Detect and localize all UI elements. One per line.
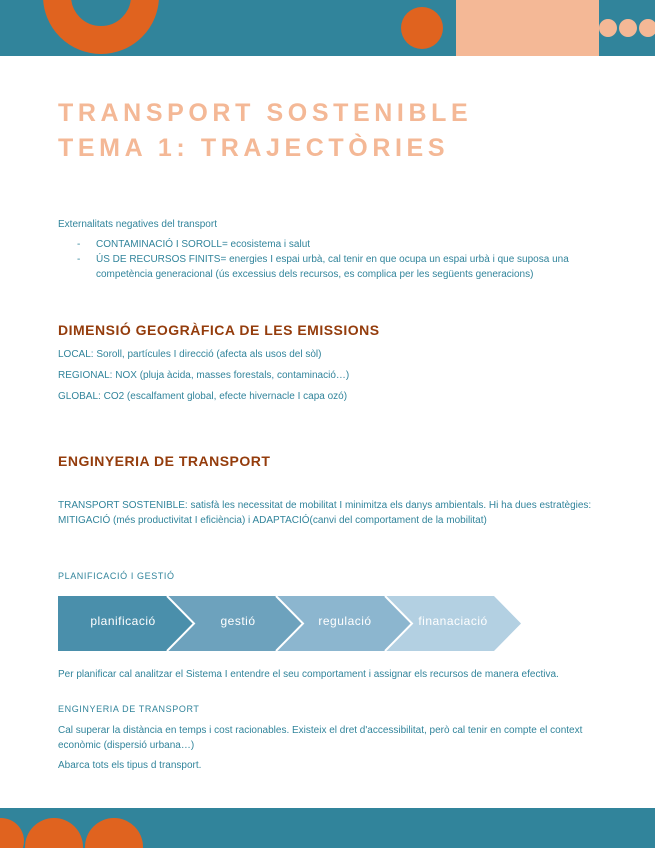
header-band <box>0 0 655 56</box>
regional-line <box>58 368 349 384</box>
peach-dot-decoration <box>639 19 655 37</box>
title-line-1: TRANSPORT SOSTENIBLE <box>58 99 473 127</box>
local-line <box>58 347 321 363</box>
global-text: CO2 (escalfament global, efecte hivernacle I capa ozó) <box>100 391 348 402</box>
orange-circle-decoration <box>85 818 143 848</box>
sustainable-transport-paragraph <box>58 498 598 528</box>
footer-band <box>0 808 655 848</box>
abarca-paragraph: Abarca tots els tipus d transport. <box>58 760 202 771</box>
process-diagram <box>58 596 523 651</box>
process-step-label: planificació <box>90 614 156 628</box>
process-step-label: finanaciació <box>418 614 488 628</box>
peach-dot-decoration <box>619 19 637 37</box>
engineering-paragraph: Cal superar la distància en temps i cost racionables. Existeix el dret d'accessibilitat, però cal tenir en compte el context econòmic (dispersió urbana…) <box>58 725 583 751</box>
process-step-label: regulació <box>318 614 372 628</box>
local-text: Soroll, partícules I direcció (afecta als usos del sòl) <box>93 349 322 360</box>
externalities-list <box>73 237 593 282</box>
process-step-label: gestió <box>220 614 256 628</box>
orange-ring-decoration <box>43 0 159 54</box>
peach-block-decoration <box>456 0 599 56</box>
orange-circle-decoration <box>401 7 443 49</box>
sustainable-label: TRANSPORT SOSTENIBLE <box>58 500 185 511</box>
engineering-heading: ENGINYERIA DE TRANSPORT <box>58 453 271 469</box>
local-label: LOCAL: <box>58 349 94 360</box>
regional-text: NOX (pluja àcida, masses forestals, contaminació…) <box>112 370 350 381</box>
engineering-sublabel: ENGINYERIA DE TRANSPORT <box>58 704 200 714</box>
externalities-heading: Externalitats negatives del transport <box>58 219 217 230</box>
list-item: - CONTAMINACIÓ I SOROLL= ecosistema i salut <box>73 237 593 252</box>
sustainable-text: : satisfà les necessitat de mobilitat I minimitza els danys ambientals. Hi ha dues estratègies: MITIGACIÓ (més productivitat I eficiència) i ADAPTACIÓ(canvi del comportament de la mobilitat) <box>58 500 592 526</box>
regional-label: REGIONAL: <box>58 370 113 381</box>
planning-paragraph: Per planificar cal analitzar el Sistema I entendre el seu comportament i assignar els recursos de manera efectiva. <box>58 669 559 680</box>
list-item: - ÚS DE RECURSOS FINITS= energies I espai urbà, cal tenir en que ocupa un espai urbà i que suposa una competència generacional (ús excessius dels recursos, es complica per les següents generacions) <box>73 252 593 282</box>
planning-label: PLANIFICACIÓ I GESTIÓ <box>58 571 175 581</box>
global-line <box>58 389 347 405</box>
title-line-2: TEMA 1: TRAJECTÒRIES <box>58 134 450 162</box>
orange-circle-decoration <box>25 818 83 848</box>
orange-circle-decoration <box>0 818 24 848</box>
peach-dot-decoration <box>599 19 617 37</box>
global-label: GLOBAL: <box>58 391 101 402</box>
emissions-heading: DIMENSIÓ GEOGRÀFICA DE LES EMISSIONS <box>58 322 380 338</box>
